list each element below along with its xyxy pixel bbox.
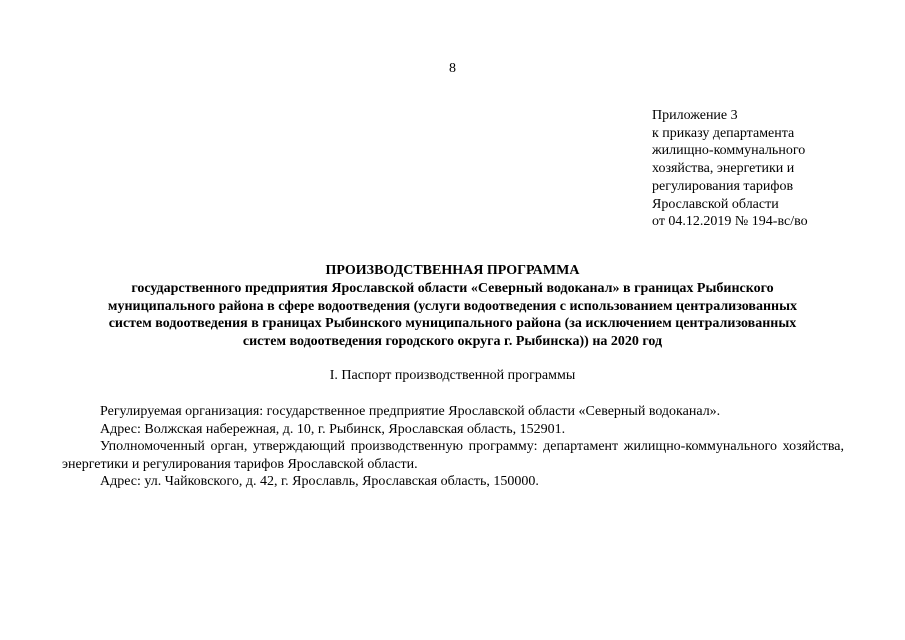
appendix-line: жилищно-коммунального <box>652 143 806 159</box>
paragraph-organization: Регулируемая организация: государственное предприятие Ярославской области «Северный водоканал». <box>100 404 721 419</box>
appendix-line: от 04.12.2019 № 194-вс/во <box>652 214 808 230</box>
paragraph-organization-address: Адрес: Волжская набережная, д. 10, г. Рыбинск, Ярославская область, 152901. <box>100 421 566 437</box>
title-heading: ПРОИЗВОДСТВЕННАЯ ПРОГРАММА <box>325 263 580 278</box>
appendix-line: к приказу департамента <box>652 125 795 141</box>
appendix-line: Ярославской области <box>652 196 779 212</box>
title-line: муниципального района в сфере водоотведения (услуги водоотведения с использованием централизованных <box>107 298 798 314</box>
section-heading: I. Паспорт производственной программы <box>329 368 576 383</box>
title-line: систем водоотведения городского округа г. Рыбинска)) на 2020 год <box>242 334 663 350</box>
appendix-note <box>652 107 892 231</box>
appendix-line: хозяйства, энергетики и <box>652 161 795 177</box>
passport-body <box>62 403 844 491</box>
title-line: государственного предприятия Ярославской области «Северный водоканал» в границах Рыбинского <box>131 280 774 296</box>
title-line: систем водоотведения в границах Рыбинского муниципального района (за исключением централизованных <box>108 316 797 332</box>
paragraph-authority: Уполномоченный орган, утверждающий производственную программу: департамент жилищно-коммунального хозяйства, энергетики и регулирования тарифов Ярославской области. <box>62 439 844 472</box>
appendix-line: регулирования тарифов <box>652 178 794 194</box>
document-title <box>60 262 845 351</box>
page-number: 8 <box>449 61 456 76</box>
paragraph-authority-address: Адрес: ул. Чайковского, д. 42, г. Ярославль, Ярославская область, 150000. <box>100 474 539 490</box>
appendix-line: Приложение 3 <box>652 108 738 123</box>
